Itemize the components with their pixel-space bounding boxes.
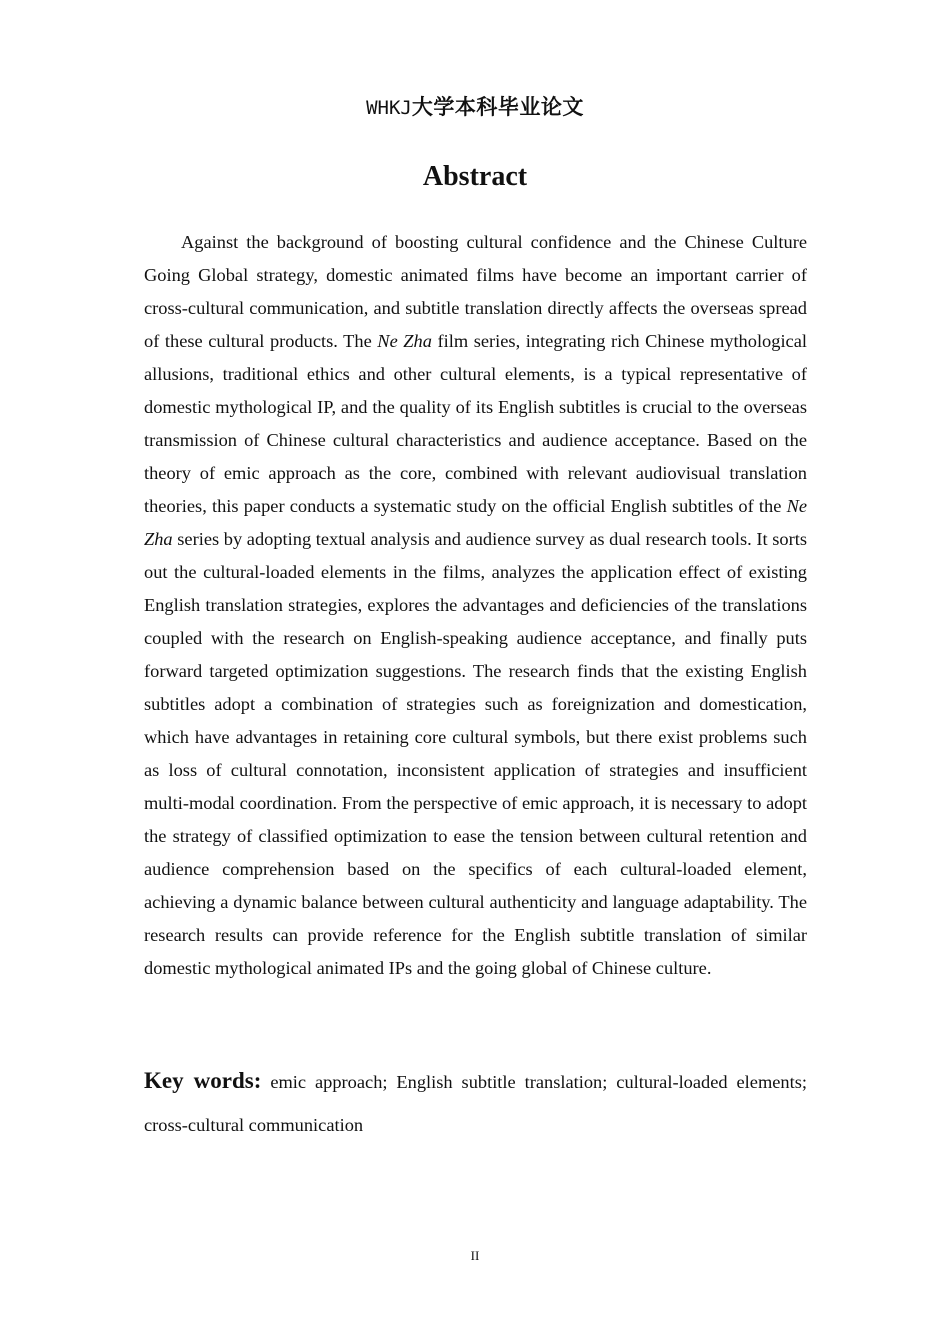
- header-thesis-label: 大学本科毕业论文: [411, 95, 584, 119]
- film-title-italic-1: Ne Zha: [377, 331, 432, 351]
- keywords-section: [144, 1059, 807, 1147]
- header-university-code: WHKJ: [366, 97, 412, 119]
- page-number: II: [470, 1248, 480, 1263]
- page-title: Abstract: [422, 161, 528, 192]
- film-title-italic-2: Ne Zha: [144, 496, 807, 549]
- abstract-text-part-2: film series, integrating rich Chinese mythological allusions, traditional ethics and other cultural elements, is a typical representative of domestic mythological IP, and the quality of its English subtitles is crucial to the overseas transmission of Chinese cultural characteristics and audience acceptance. Based on the theory of emic approach as the core, combined with relevant audiovisual translation theories, this paper conducts a systematic study on the official English subtitles of the: [144, 331, 807, 516]
- abstract-text-part-3: series by adopting textual analysis and audience survey as dual research tools. It sorts out the cultural-loaded elements in the films, analyzes the application effect of existing English translation strategies, explores the advantages and deficiencies of the translations coupled with the research on English-speaking audience acceptance, and finally puts forward targeted optimization suggestions. The research finds that the existing English subtitles adopt a combination of strategies such as foreignization and domestication, which have advantages in retaining core cultural symbols, but there exist problems such as loss of cultural connotation, inconsistent application of strategies and insufficient multi-modal coordination. From the perspective of emic approach, it is necessary to adopt the strategy of classified optimization to ease the tension between cultural retention and audience comprehension based on the specifics of each cultural-loaded element, achieving a dynamic balance between cultural authenticity and language adaptability. The research results can provide reference for the English subtitle translation of similar domestic mythological animated IPs and the going global of Chinese culture.: [144, 529, 807, 978]
- keywords-label: Key words:: [144, 1068, 262, 1093]
- abstract-paragraph: [144, 226, 807, 985]
- keywords-list: emic approach; English subtitle translation; cultural-loaded elements; cross-cultural communication: [144, 1072, 807, 1135]
- abstract-text-part-1: Against the background of boosting cultural confidence and the Chinese Culture Going Global strategy, domestic animated films have become an important carrier of cross-cultural communication, and subtitle translation directly affects the overseas spread of these cultural products. The: [144, 232, 807, 351]
- running-header: [0, 93, 950, 122]
